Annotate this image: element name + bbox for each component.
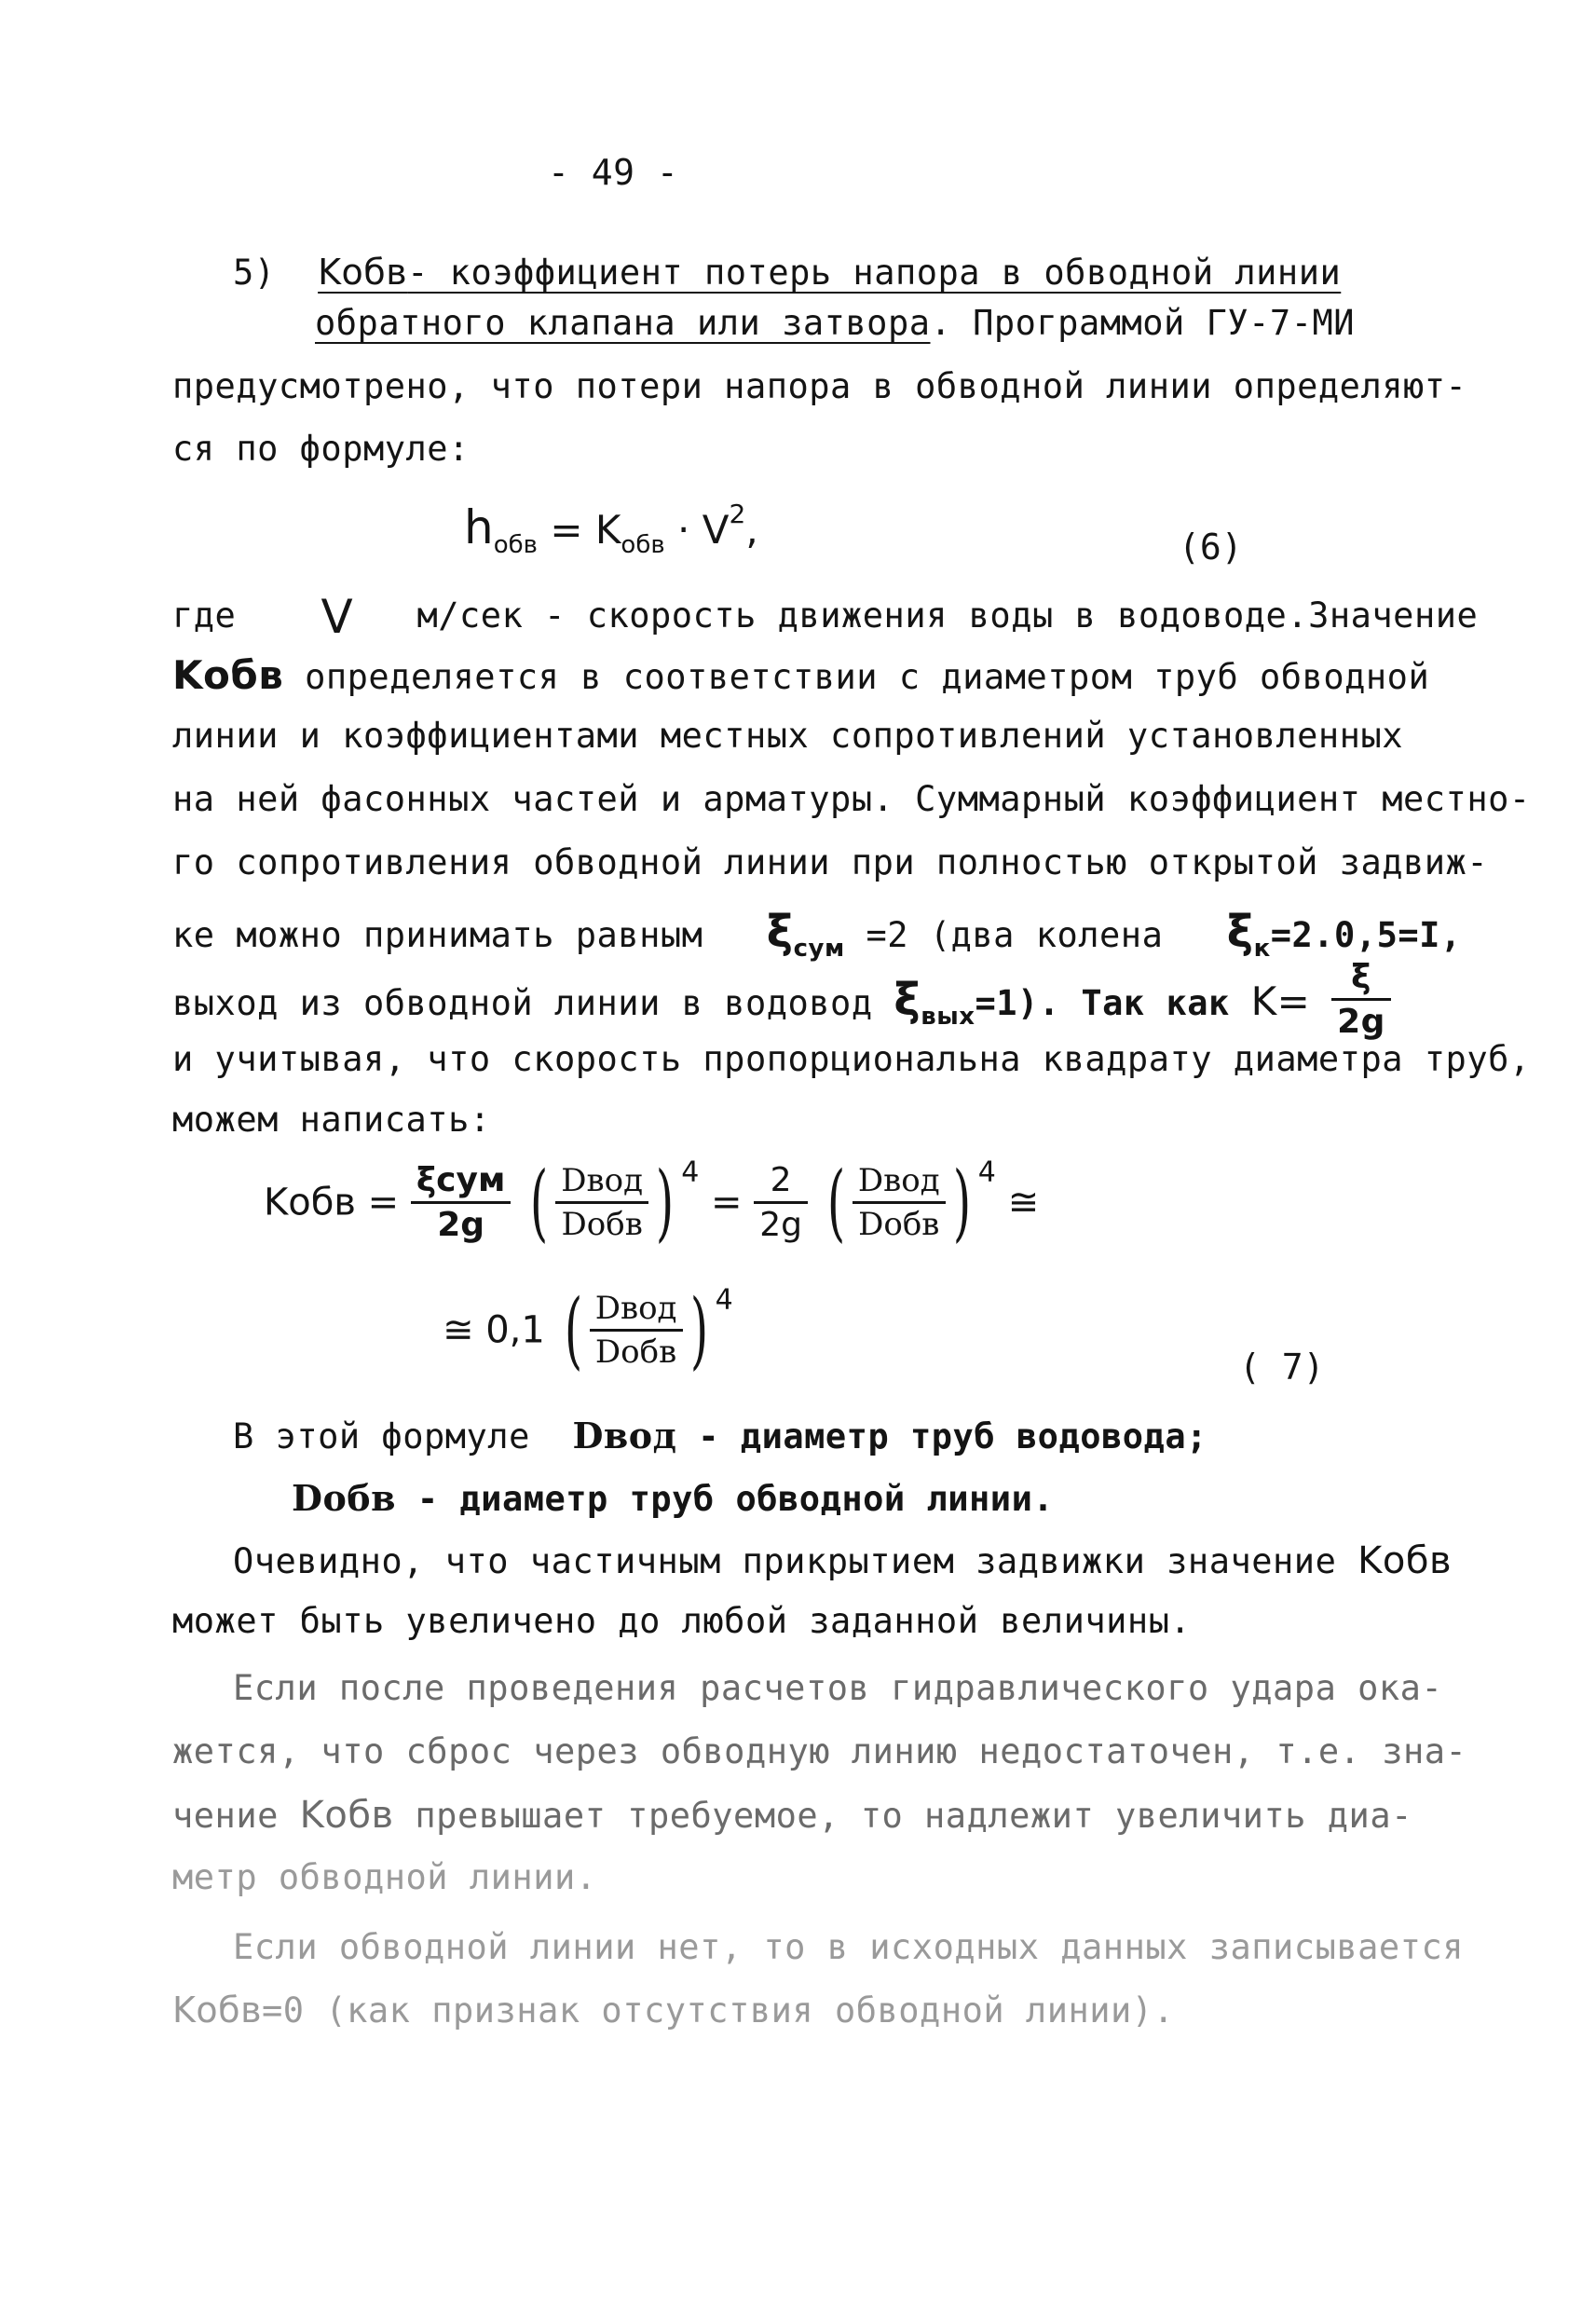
- formula-7-approx: ≅: [1007, 1181, 1040, 1224]
- xi-k-symbol: ξ: [1226, 906, 1254, 958]
- para2-line-5: го сопротивления обводной линии при полностью открытой задвиж-: [172, 842, 1489, 882]
- para5-l3-b: превышает требуемое, то надлежит увеличить диа-: [415, 1796, 1412, 1836]
- formula-7-pow-3: 4: [715, 1283, 733, 1317]
- k-obv-symbol-3: Kобв: [1357, 1539, 1453, 1582]
- d-vod-symbol: Dвод: [572, 1415, 677, 1456]
- formula-6-h: h: [464, 500, 494, 554]
- formula-7-frac-2-den: 2g: [759, 1206, 803, 1244]
- formula-6-v: V: [702, 507, 730, 553]
- para2-l6-b: =2 (два колена: [866, 915, 1164, 955]
- formula-7-ratio-3-num: Dвод: [590, 1290, 683, 1332]
- d-obv-symbol: Dобв: [292, 1477, 397, 1519]
- heading-text-2: обратного клапана или затвора: [315, 303, 931, 343]
- para5-line-4: метр обводной линии.: [172, 1857, 597, 1897]
- formula-7-frac-1-den: 2g: [437, 1206, 485, 1244]
- para2-l6-a: ке можно принимать равным: [172, 915, 703, 955]
- formula-7-row-2: [443, 1281, 733, 1379]
- para2-line-8: и учитывая, что скорость пропорциональна квадрату диаметра труб,: [172, 1039, 1531, 1079]
- formula-7-frac-1-num: ξсум: [411, 1161, 512, 1204]
- paren-close-1: ): [655, 1154, 675, 1251]
- item-5-line-2: предусмотрено, что потери напора в обводной линии определяют-: [172, 366, 1467, 406]
- page-number: - 49 -: [548, 152, 679, 193]
- para2-l1-a: где: [172, 595, 237, 636]
- formula-7-eq2: =: [699, 1181, 755, 1224]
- xi-over-2g-num: ξ: [1331, 958, 1391, 1001]
- k-obv-symbol-2: Kобв: [172, 652, 284, 698]
- k-obv-symbol: Kобв: [318, 252, 408, 293]
- formula-7-ratio-1-den: Dобв: [561, 1206, 643, 1243]
- paren-open-1: (: [530, 1154, 549, 1251]
- formula-7-approx2: ≅ 0,1: [443, 1308, 545, 1352]
- para3-line-1: [233, 1415, 1207, 1456]
- para3-line-2: [292, 1477, 1054, 1519]
- para5-line-1: Если после проведения расчетов гидравлического удара ока-: [233, 1668, 1443, 1708]
- k-obv-symbol-5: Kобв: [172, 1990, 262, 2031]
- para5-l3-a: чение: [172, 1796, 279, 1836]
- formula-7-ratio-3: [590, 1290, 683, 1371]
- para2-line-3: линии и коэффициентами местных сопротивлений установленных: [172, 716, 1404, 756]
- para2-l2-b: определяется в соответствии с диаметром труб обводной: [305, 657, 1430, 697]
- para4-line-2: может быть увеличено до любой заданной величины.: [172, 1601, 1192, 1641]
- para2-l7-a: выход из обводной линии в водовод: [172, 983, 873, 1023]
- formula-7-frac-2-num: 2: [754, 1161, 808, 1204]
- para6-l2-b: =0 (как признак отсутствия обводной линии).: [262, 1990, 1175, 2031]
- formula-6-k-sub: обв: [621, 531, 665, 559]
- para3-l1-a: В этой формуле: [233, 1416, 530, 1456]
- para2-line-7: [172, 958, 1391, 1041]
- paren-close-3: ): [689, 1281, 708, 1379]
- para2-l6-c: =2.0,5=I,: [1270, 915, 1462, 955]
- para5-line-3: [172, 1794, 1412, 1837]
- para2-l7-b: =1). Так как: [975, 983, 1230, 1023]
- formula-6-dot: ·: [664, 507, 703, 553]
- para4-l1-a: Очевидно, что частичным прикрытием задвижки значение: [233, 1541, 1337, 1581]
- paren-open-3: (: [564, 1281, 582, 1379]
- formula-7-pow-2: 4: [977, 1156, 996, 1189]
- heading-text-1: - коэффициент потерь напора в обводной линии: [407, 253, 1342, 293]
- para5-line-2: жется, что сброс через обводную линию недостаточен, т.е. зна-: [172, 1731, 1467, 1771]
- xi-out-symbol: ξ: [893, 974, 921, 1026]
- formula-7-lhs: Kобв: [264, 1181, 356, 1224]
- para2-line-4: на ней фасонных частей и арматуры. Суммарный коэффициент местно-: [172, 779, 1531, 819]
- para3-l2-b: - диаметр труб обводной линии.: [416, 1479, 1055, 1519]
- equation-6-number: (6): [1179, 526, 1243, 567]
- para2-line-1: [172, 590, 1478, 644]
- para6-line-1: Если обводной линии нет, то в исходных данных записывается: [233, 1927, 1465, 1967]
- formula-6-comma: ,: [745, 507, 758, 553]
- paren-open-2: (: [826, 1154, 845, 1251]
- formula-7-eq1: =: [355, 1181, 411, 1224]
- equation-7-number: ( 7): [1239, 1347, 1325, 1388]
- heading-rest-1: . Программой ГУ-7-МИ: [930, 303, 1356, 343]
- para2-l1-b: м/сек - скорость движения воды в водоводе.Значение: [416, 595, 1479, 636]
- xi-k-sub: к: [1253, 935, 1271, 963]
- para4-line-1: [233, 1539, 1452, 1582]
- formula-7-pow-1: 4: [681, 1156, 700, 1189]
- formula-7-row-1: [264, 1154, 1039, 1251]
- xi-over-2g-den: 2g: [1337, 1003, 1385, 1041]
- para2-line-2: [172, 652, 1429, 698]
- formula-7-ratio-1-num: Dвод: [555, 1162, 648, 1204]
- formula-7-ratio-2-den: Dобв: [858, 1206, 940, 1243]
- item-marker: 5): [233, 253, 276, 293]
- item-5-heading-line-2: [315, 303, 1355, 343]
- formula-6-eq: =: [537, 507, 595, 553]
- formula-7-frac-2: [754, 1161, 808, 1244]
- para6-line-2: [172, 1990, 1174, 2031]
- para3-l1-b: - диаметр труб водовода;: [698, 1416, 1207, 1456]
- k-eq-symbol: K=: [1250, 978, 1311, 1024]
- formula-6-h-sub: обв: [493, 531, 538, 559]
- v-symbol: V: [321, 590, 354, 644]
- formula-6-v-sup: 2: [729, 499, 746, 529]
- formula-6: [464, 499, 758, 559]
- paren-close-2: ): [952, 1154, 971, 1251]
- xi-out-sub: вых: [921, 1003, 975, 1031]
- formula-7-ratio-2-num: Dвод: [853, 1162, 946, 1204]
- item-5-heading-line-1: [233, 252, 1341, 293]
- xi-over-2g: [1331, 958, 1391, 1041]
- formula-7-frac-1: [411, 1161, 512, 1244]
- formula-6-k: K: [594, 507, 621, 553]
- k-obv-symbol-4: Kобв: [299, 1794, 394, 1837]
- formula-7-ratio-3-den: Dобв: [594, 1333, 677, 1371]
- item-5-line-3: ся по формуле:: [172, 429, 470, 469]
- para2-line-6: [172, 906, 1462, 963]
- formula-7-ratio-2: [853, 1162, 946, 1243]
- para2-line-9: можем написать:: [172, 1100, 491, 1140]
- formula-7-ratio-1: [555, 1162, 648, 1243]
- xi-sum-sub: сум: [793, 935, 845, 963]
- xi-sum-symbol: ξ: [766, 906, 794, 958]
